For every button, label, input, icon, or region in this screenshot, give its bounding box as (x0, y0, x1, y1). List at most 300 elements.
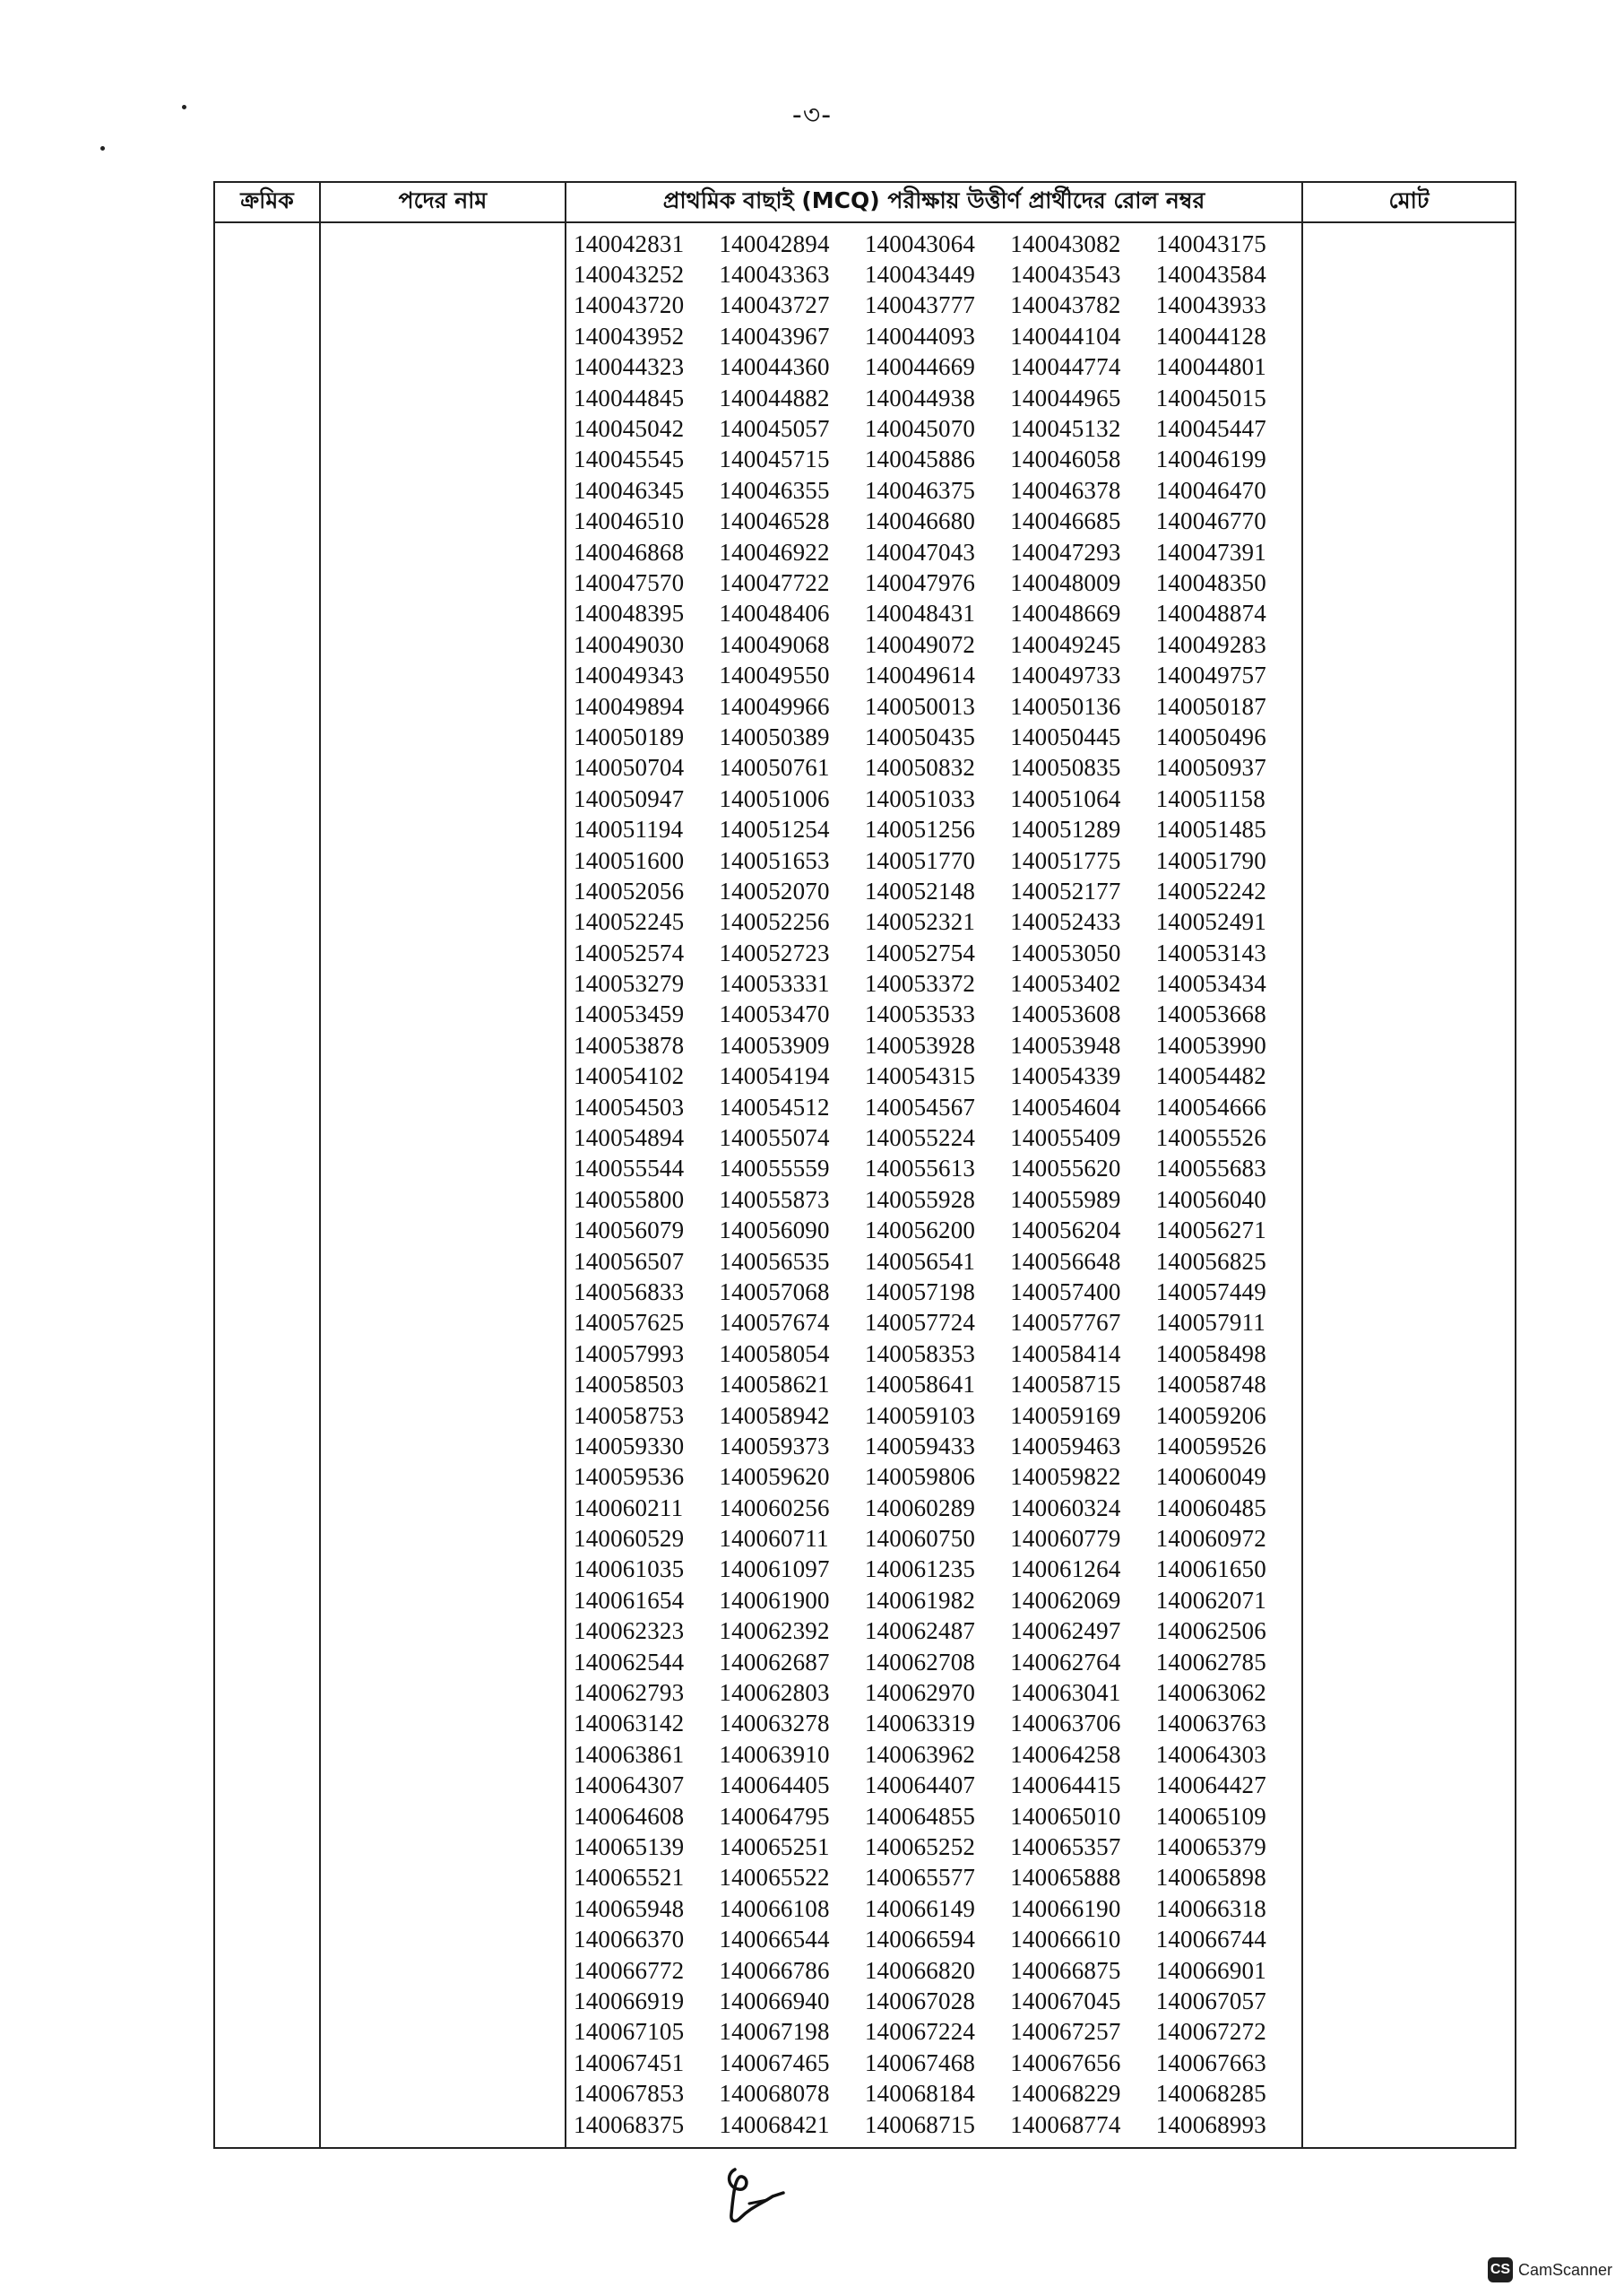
roll-number: 140053608 (1010, 1000, 1121, 1028)
roll-number: 140067105 (574, 2018, 685, 2046)
roll-number: 140059433 (864, 1432, 976, 1459)
roll-number: 140061650 (1155, 1555, 1266, 1583)
header-serial: ক্রমিক (214, 182, 320, 222)
roll-row (574, 753, 1301, 784)
roll-row (574, 1369, 1301, 1399)
roll-number: 140056271 (1155, 1217, 1266, 1244)
roll-number: 140050496 (1155, 723, 1266, 750)
roll-number: 140051775 (1010, 846, 1121, 874)
roll-number: 140043252 (574, 261, 685, 289)
roll-number: 140059526 (1155, 1432, 1266, 1459)
roll-number: 140045070 (864, 415, 976, 443)
roll-number: 140062506 (1155, 1617, 1266, 1645)
roll-number: 140056541 (864, 1247, 976, 1275)
roll-number: 140067272 (1155, 2018, 1266, 2046)
roll-number: 140062544 (574, 1648, 685, 1676)
roll-number: 140062392 (719, 1617, 830, 1645)
roll-number: 140059103 (864, 1401, 976, 1429)
roll-number: 140065948 (574, 1894, 685, 1922)
roll-number: 140056090 (719, 1217, 830, 1244)
roll-row (574, 1030, 1301, 1061)
roll-number: 140051033 (864, 784, 976, 812)
roll-row (574, 1677, 1301, 1708)
roll-number: 140068078 (719, 2080, 830, 2108)
roll-number: 140049614 (864, 662, 976, 689)
roll-number: 140053434 (1155, 970, 1266, 998)
roll-row (574, 413, 1301, 444)
roll-number: 140043720 (574, 291, 685, 319)
roll-number: 140045447 (1155, 415, 1266, 443)
roll-number: 140055613 (864, 1155, 976, 1182)
roll-number: 140067656 (1010, 2048, 1121, 2076)
roll-number: 140051064 (1010, 784, 1121, 812)
roll-number: 140046345 (574, 476, 685, 504)
roll-number: 140063278 (719, 1710, 830, 1737)
roll-number: 140054315 (864, 1062, 976, 1090)
roll-row (574, 2078, 1301, 2109)
roll-number: 140068285 (1155, 2080, 1266, 2108)
roll-row (574, 1616, 1301, 1647)
roll-number: 140047043 (864, 538, 976, 566)
roll-number: 140060711 (719, 1525, 829, 1553)
roll-number: 140054894 (574, 1124, 685, 1152)
roll-number: 140056079 (574, 1217, 685, 1244)
roll-number: 140064307 (574, 1771, 685, 1799)
roll-number: 140043082 (1010, 230, 1121, 257)
roll-number: 140052056 (574, 877, 685, 905)
roll-number: 140057767 (1010, 1309, 1121, 1337)
roll-number: 140055526 (1155, 1124, 1266, 1152)
roll-number: 140065252 (864, 1833, 976, 1860)
roll-number: 140052148 (864, 877, 976, 905)
roll-number: 140053470 (719, 1000, 830, 1028)
roll-number: 140062708 (864, 1648, 976, 1676)
roll-number: 140053331 (719, 970, 830, 998)
roll-number: 140045057 (719, 415, 830, 443)
roll-number: 140044323 (574, 353, 685, 381)
roll-number: 140050445 (1010, 723, 1121, 750)
roll-row (574, 2017, 1301, 2048)
roll-number: 140065139 (574, 1833, 685, 1860)
roll-number: 140065522 (719, 1864, 830, 1892)
roll-row (574, 1493, 1301, 1523)
signature (708, 2152, 816, 2232)
roll-number: 140050761 (719, 754, 830, 782)
roll-number: 140055989 (1010, 1185, 1121, 1213)
roll-number: 140058621 (719, 1371, 830, 1399)
roll-row (574, 968, 1301, 999)
roll-number: 140053143 (1155, 939, 1266, 966)
roll-number: 140051790 (1155, 846, 1266, 874)
roll-number: 140059463 (1010, 1432, 1121, 1459)
roll-row (574, 352, 1301, 383)
roll-number: 140054194 (719, 1062, 830, 1090)
roll-number: 140053279 (574, 970, 685, 998)
roll-number: 140067028 (864, 1987, 976, 2014)
roll-row (574, 1308, 1301, 1338)
roll-number: 140054503 (574, 1093, 685, 1121)
roll-number: 140044104 (1010, 322, 1121, 350)
roll-number: 140059620 (719, 1463, 830, 1491)
roll-number: 140064258 (1010, 1740, 1121, 1768)
roll-number: 140053668 (1155, 1000, 1266, 1028)
roll-number-grid (566, 223, 1301, 2147)
roll-row (574, 1246, 1301, 1277)
roll-number: 140059806 (864, 1463, 976, 1491)
roll-number: 140049757 (1155, 662, 1266, 689)
roll-number: 140049966 (719, 692, 830, 720)
roll-number: 140043777 (864, 291, 976, 319)
roll-number: 140042894 (719, 230, 830, 257)
roll-number: 140044128 (1155, 322, 1266, 350)
roll-number: 140043584 (1155, 261, 1266, 289)
roll-number: 140044938 (864, 384, 976, 411)
roll-row (574, 629, 1301, 660)
roll-number: 140047722 (719, 568, 830, 596)
header-post-name: পদের নাম (320, 182, 566, 222)
roll-number: 140054102 (574, 1062, 685, 1090)
roll-number: 140064415 (1010, 1771, 1121, 1799)
roll-number: 140067198 (719, 2018, 830, 2046)
roll-number: 140057198 (864, 1277, 976, 1305)
roll-number: 140046355 (719, 476, 830, 504)
roll-number: 140053402 (1010, 970, 1121, 998)
roll-number: 140052433 (1010, 908, 1121, 936)
roll-number: 140058498 (1155, 1339, 1266, 1367)
roll-number: 140055224 (864, 1124, 976, 1152)
roll-number: 140067465 (719, 2048, 830, 2076)
roll-number: 140064608 (574, 1802, 685, 1830)
roll-number: 140048350 (1155, 568, 1266, 596)
roll-number: 140066149 (864, 1894, 976, 1922)
roll-number: 140063142 (574, 1710, 685, 1737)
roll-row (574, 1555, 1301, 1585)
roll-number: 140065898 (1155, 1864, 1266, 1892)
roll-number: 140051485 (1155, 816, 1266, 844)
roll-number: 140060485 (1155, 1494, 1266, 1521)
roll-number: 140043967 (719, 322, 830, 350)
roll-number: 140062687 (719, 1648, 830, 1676)
roll-number: 140053372 (864, 970, 976, 998)
roll-number: 140046199 (1155, 446, 1266, 473)
roll-number: 140061264 (1010, 1555, 1121, 1583)
roll-row (574, 1739, 1301, 1770)
roll-number: 140058753 (574, 1401, 685, 1429)
roll-number: 140066875 (1010, 1956, 1121, 1984)
roll-number: 140043933 (1155, 291, 1266, 319)
roll-number: 140049072 (864, 630, 976, 658)
roll-number: 140056200 (864, 1217, 976, 1244)
roll-number: 140067663 (1155, 2048, 1266, 2076)
roll-number: 140066786 (719, 1956, 830, 1984)
roll-row (574, 1184, 1301, 1215)
roll-number: 140057068 (719, 1277, 830, 1305)
roll-number: 140050435 (864, 723, 976, 750)
roll-row (574, 2109, 1301, 2140)
camscanner-watermark (1488, 2257, 1612, 2282)
roll-number: 140051256 (864, 816, 976, 844)
roll-row (574, 1122, 1301, 1153)
roll-number: 140049894 (574, 692, 685, 720)
roll-number: 140060256 (719, 1494, 830, 1521)
roll-row (574, 1709, 1301, 1739)
roll-row (574, 1832, 1301, 1862)
roll-number: 140058353 (864, 1339, 976, 1367)
roll-row (574, 814, 1301, 844)
roll-row (574, 1647, 1301, 1677)
roll-number: 140055800 (574, 1185, 685, 1213)
roll-number: 140044669 (864, 353, 976, 381)
roll-number: 140065379 (1155, 1833, 1266, 1860)
roll-number: 140046868 (574, 538, 685, 566)
roll-number: 140057724 (864, 1309, 976, 1337)
roll-number: 140050389 (719, 723, 830, 750)
roll-number: 140055873 (719, 1185, 830, 1213)
roll-number: 140053459 (574, 1000, 685, 1028)
roll-number: 140055928 (864, 1185, 976, 1213)
roll-number: 140067468 (864, 2048, 976, 2076)
roll-number: 140065251 (719, 1833, 830, 1860)
roll-row (574, 475, 1301, 506)
roll-number: 140066919 (574, 1987, 685, 2014)
roll-number: 140055544 (574, 1155, 685, 1182)
roll-number: 140061982 (864, 1586, 976, 1614)
roll-number: 140062487 (864, 1617, 976, 1645)
roll-row (574, 1924, 1301, 1954)
roll-number: 140066108 (719, 1894, 830, 1922)
roll-number: 140067451 (574, 2048, 685, 2076)
roll-number: 140065357 (1010, 1833, 1121, 1860)
roll-number: 140052070 (719, 877, 830, 905)
roll-number: 140052491 (1155, 908, 1266, 936)
roll-row (574, 1771, 1301, 1801)
roll-number: 140045015 (1155, 384, 1266, 411)
roll-row (574, 1154, 1301, 1184)
roll-number: 140055409 (1010, 1124, 1121, 1152)
total-cell (1302, 222, 1516, 2148)
roll-number: 140048406 (719, 600, 830, 628)
roll-number: 140068421 (719, 2110, 830, 2138)
roll-number: 140056507 (574, 1247, 685, 1275)
roll-row (574, 507, 1301, 537)
roll-numbers-cell (566, 222, 1302, 2148)
roll-number: 140067853 (574, 2080, 685, 2108)
roll-row (574, 1955, 1301, 1986)
roll-number: 140061097 (719, 1555, 830, 1583)
roll-row (574, 321, 1301, 351)
roll-number: 140060324 (1010, 1494, 1121, 1521)
roll-number: 140064405 (719, 1771, 830, 1799)
roll-number: 140060972 (1155, 1525, 1266, 1553)
table-header-row (214, 182, 1516, 222)
roll-number: 140057674 (719, 1309, 830, 1337)
roll-number: 140056825 (1155, 1247, 1266, 1275)
roll-row (574, 1216, 1301, 1246)
roll-number: 140066594 (864, 1926, 976, 1953)
roll-number: 140064427 (1155, 1771, 1266, 1799)
roll-number: 140056648 (1010, 1247, 1121, 1275)
roll-number: 140063319 (864, 1710, 976, 1737)
roll-number: 140049245 (1010, 630, 1121, 658)
roll-number: 140054339 (1010, 1062, 1121, 1090)
roll-number: 140051770 (864, 846, 976, 874)
roll-row (574, 660, 1301, 690)
roll-number: 140044360 (719, 353, 830, 381)
roll-number: 140053990 (1155, 1031, 1266, 1059)
header-roll-numbers: প্রাথমিক বাছাই (MCQ) পরীক্ষায় উত্তীর্ণ প্রার্থীদের রোল নম্বর (566, 182, 1302, 222)
roll-row (574, 1338, 1301, 1369)
roll-number: 140046378 (1010, 476, 1121, 504)
camscanner-label: CamScanner (1518, 2260, 1613, 2279)
roll-number: 140061654 (574, 1586, 685, 1614)
roll-row (574, 1462, 1301, 1493)
roll-row (574, 1092, 1301, 1122)
roll-row (574, 445, 1301, 475)
roll-number: 140052256 (719, 908, 830, 936)
roll-number: 140053050 (1010, 939, 1121, 966)
roll-number: 140059536 (574, 1463, 685, 1491)
roll-number: 140046470 (1155, 476, 1266, 504)
roll-number: 140061235 (864, 1555, 976, 1583)
roll-number: 140067224 (864, 2018, 976, 2046)
roll-number: 140064855 (864, 1802, 976, 1830)
roll-number: 140048874 (1155, 600, 1266, 628)
roll-number: 140063041 (1010, 1679, 1121, 1707)
roll-number: 140048395 (574, 600, 685, 628)
roll-number: 140050947 (574, 784, 685, 812)
roll-number: 140049030 (574, 630, 685, 658)
roll-number: 140059169 (1010, 1401, 1121, 1429)
roll-number: 140045545 (574, 446, 685, 473)
roll-number: 140055683 (1155, 1155, 1266, 1182)
roll-row (574, 722, 1301, 752)
roll-row (574, 876, 1301, 906)
roll-row (574, 938, 1301, 968)
roll-number: 140051254 (719, 816, 830, 844)
roll-number: 140052723 (719, 939, 830, 966)
roll-number: 140049343 (574, 662, 685, 689)
roll-number: 140066190 (1010, 1894, 1121, 1922)
roll-number: 140062069 (1010, 1586, 1121, 1614)
roll-number: 140057400 (1010, 1277, 1121, 1305)
roll-number: 140057625 (574, 1309, 685, 1337)
roll-number: 140044882 (719, 384, 830, 411)
roll-number: 140057993 (574, 1339, 685, 1367)
roll-number: 140068375 (574, 2110, 685, 2138)
roll-number: 140066318 (1155, 1894, 1266, 1922)
roll-row (574, 259, 1301, 290)
roll-number: 140065888 (1010, 1864, 1121, 1892)
roll-number: 140060289 (864, 1494, 976, 1521)
roll-number: 140066901 (1155, 1956, 1266, 1984)
roll-number: 140045715 (719, 446, 830, 473)
roll-number: 140052177 (1010, 877, 1121, 905)
roll-number: 140063706 (1010, 1710, 1121, 1737)
roll-number: 140043782 (1010, 291, 1121, 319)
roll-number: 140044774 (1010, 353, 1121, 381)
roll-number: 140066820 (864, 1956, 976, 1984)
roll-row (574, 2048, 1301, 2078)
roll-number: 140051158 (1155, 784, 1266, 812)
roll-number: 140063910 (719, 1740, 830, 1768)
roll-number: 140043064 (864, 230, 976, 257)
roll-number: 140059330 (574, 1432, 685, 1459)
roll-number: 140057449 (1155, 1277, 1266, 1305)
roll-number: 140044965 (1010, 384, 1121, 411)
roll-number: 140051653 (719, 846, 830, 874)
roll-number: 140066744 (1155, 1926, 1266, 1953)
roll-row (574, 1000, 1301, 1030)
roll-number: 140055074 (719, 1124, 830, 1152)
roll-number: 140046528 (719, 507, 830, 535)
roll-number: 140046922 (719, 538, 830, 566)
roll-number: 140065010 (1010, 1802, 1121, 1830)
roll-number: 140056040 (1155, 1185, 1266, 1213)
roll-number: 140065521 (574, 1864, 685, 1892)
roll-number: 140062785 (1155, 1648, 1266, 1676)
roll-number: 140064795 (719, 1802, 830, 1830)
roll-row (574, 1986, 1301, 2016)
roll-number: 140062764 (1010, 1648, 1121, 1676)
roll-number: 140043449 (864, 261, 976, 289)
roll-number: 140047391 (1155, 538, 1266, 566)
roll-number: 140059822 (1010, 1463, 1121, 1491)
roll-number: 140060049 (1155, 1463, 1266, 1491)
roll-number: 140056535 (719, 1247, 830, 1275)
roll-row (574, 907, 1301, 938)
roll-number: 140052574 (574, 939, 685, 966)
roll-row (574, 229, 1301, 259)
roll-number: 140045042 (574, 415, 685, 443)
roll-number: 140064303 (1155, 1740, 1266, 1768)
roll-number: 140067057 (1155, 1987, 1266, 2014)
roll-number: 140050187 (1155, 692, 1266, 720)
roll-number: 140044845 (574, 384, 685, 411)
roll-number: 140045886 (864, 446, 976, 473)
roll-number: 140052242 (1155, 877, 1266, 905)
roll-number: 140048009 (1010, 568, 1121, 596)
roll-number: 140051006 (719, 784, 830, 812)
roll-number: 140047293 (1010, 538, 1121, 566)
roll-number: 140053928 (864, 1031, 976, 1059)
roll-number: 140058414 (1010, 1339, 1121, 1367)
roll-row (574, 567, 1301, 598)
roll-number: 140068229 (1010, 2080, 1121, 2108)
roll-number: 140067045 (1010, 1987, 1121, 2014)
roll-number: 140054512 (719, 1093, 830, 1121)
roll-number: 140050835 (1010, 754, 1121, 782)
roll-number: 140049733 (1010, 662, 1121, 689)
roll-number: 140044801 (1155, 353, 1266, 381)
roll-number-table (213, 181, 1516, 2149)
roll-number: 140042831 (574, 230, 685, 257)
header-total: মোট (1302, 182, 1516, 222)
roll-number: 140060211 (574, 1494, 684, 1521)
roll-number: 140044093 (864, 322, 976, 350)
roll-number: 140064407 (864, 1771, 976, 1799)
roll-number: 140050704 (574, 754, 685, 782)
roll-number: 140066610 (1010, 1926, 1121, 1953)
table-body-row (214, 222, 1516, 2148)
roll-row (574, 845, 1301, 876)
roll-number: 140047570 (574, 568, 685, 596)
roll-number: 140050013 (864, 692, 976, 720)
roll-number: 140058715 (1010, 1371, 1121, 1399)
roll-number: 140046680 (864, 507, 976, 535)
roll-row (574, 784, 1301, 814)
roll-row (574, 1277, 1301, 1307)
roll-row (574, 537, 1301, 567)
